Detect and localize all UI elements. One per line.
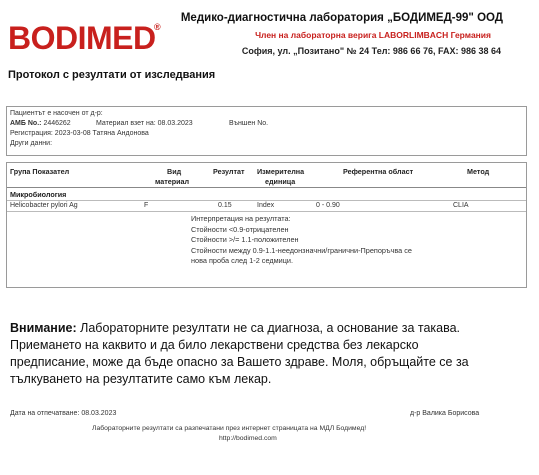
registration: Регистрация: 2023-03-08 Татяна Андонова	[10, 130, 149, 137]
external-number: Външен No.	[229, 120, 269, 127]
patient-info-box	[6, 106, 527, 156]
header-type-1: Вид	[167, 167, 182, 176]
warning-note	[10, 320, 500, 388]
header-unit-1: Измерителна	[257, 167, 305, 176]
section-divider	[7, 200, 526, 201]
row-result: 0.15	[218, 202, 232, 209]
header-result: Резултат	[213, 167, 245, 176]
header-method: Метод	[467, 167, 490, 176]
interpretation-line: Стойности между 0.9-1.1-неедонзначни/гранични-Препоръчва се	[191, 245, 412, 255]
header-group: Група Показател	[10, 167, 70, 176]
print-date: Дата на отпечатване: 08.03.2023	[10, 410, 117, 417]
section-microbiology: Микробиология	[10, 190, 67, 199]
other-data: Други данни:	[10, 140, 53, 147]
referred-by: Пациентът е насочен от д-р:	[10, 110, 103, 117]
row-method: CLIA	[453, 202, 469, 209]
warning-text: Лабораторните резултати не са диагноза, а основание за такава. Приемането на каквито и да било лекарствени средства без лекарско предписание, може да бъде опасно за Вашето здраве. Моля, обръщайте се за тълкуването на резултатите само към лекар.	[10, 321, 469, 386]
warning-label: Внимание:	[10, 321, 77, 335]
amb-label: АМБ No.:	[10, 120, 42, 127]
logo-text: BODIMED	[8, 20, 156, 56]
lab-address: София, ул. „Позитано" № 24 Тел: 986 66 76, FAX: 986 38 64	[241, 46, 501, 56]
doctor-signature: д-р Валика Борисова	[410, 410, 480, 417]
row-unit: Index	[257, 202, 275, 209]
registered-mark: ®	[154, 22, 161, 32]
document-title: Протокол с резултати от изследвания	[8, 69, 216, 81]
results-table	[6, 162, 527, 288]
footer-note: Лабораторните резултати са разпечатани през интернет страницата на МДЛ Бодимед!	[92, 425, 367, 432]
bodimed-logo	[8, 20, 161, 57]
interpretation-line: Стойности >/= 1.1-положителен	[191, 235, 299, 244]
interpretation-line: Стойности <0.9-отрицателен	[191, 224, 289, 234]
row-divider	[7, 211, 526, 212]
header-type-2: материал	[155, 177, 190, 186]
footer-url[interactable]: http://bodimed.com	[219, 435, 277, 442]
header-reference: Референтна област	[343, 167, 414, 176]
row-material: F	[144, 202, 149, 209]
interpretation-line: нова проба след 1-2 седмици.	[191, 256, 293, 265]
row-name: Helicobacter pylori Ag	[10, 202, 78, 209]
header-divider	[7, 187, 526, 188]
row-reference: 0 - 0.90	[316, 202, 340, 209]
amb-number	[10, 120, 71, 127]
interpretation-block	[191, 214, 412, 267]
interpretation-line: Интерпретация на резултата:	[191, 214, 291, 223]
amb-value: 2446262	[43, 120, 71, 127]
lab-name: Медико-диагностична лаборатория „БОДИМЕД-99" ООД	[180, 12, 503, 24]
lab-member-line: Член на лабораторна верига LABORLIMBACH Германия	[255, 30, 491, 40]
material-taken: Материал взет на: 08.03.2023	[96, 120, 193, 127]
header-unit-2: единица	[265, 177, 296, 186]
